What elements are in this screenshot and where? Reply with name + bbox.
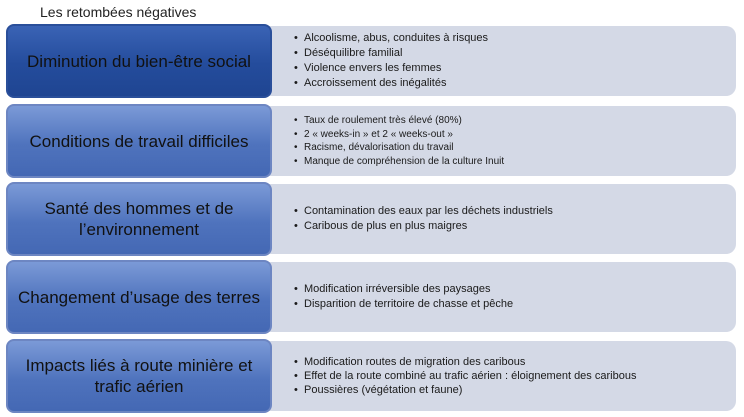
category-box: Santé des hommes et de l’environnement [6,182,272,256]
impact-row-health [0,182,744,256]
detail-panel [250,262,736,332]
bullet-item: • Contamination des eaux par les déchets industriels [294,204,553,219]
category-box: Diminution du bien-être social [6,24,272,98]
bullet-item: • Disparition de territoire de chasse et pêche [294,297,513,312]
bullet-list [294,204,553,234]
bullet-item: • Modification irréversible des paysages [294,282,513,297]
bullet-item: • Poussières (végétation et faune) [294,383,636,397]
category-box: Conditions de travail difficiles [6,104,272,178]
bullet-item: • Manque de compréhension de la culture Inuit [294,155,504,169]
bullet-list [294,31,488,91]
bullet-list [294,114,504,168]
bullet-item: • Effet de la route combiné au trafic aérien : éloignement des caribous [294,369,636,383]
detail-panel [250,26,736,96]
bullet-list [294,355,636,397]
bullet-item: • Déséquilibre familial [294,46,488,61]
bullet-item: • Taux de roulement très élevé (80%) [294,114,504,128]
detail-panel [250,106,736,176]
impact-row-road-air [0,339,744,413]
bullet-item: • Alcoolisme, abus, conduites à risques [294,31,488,46]
bullet-item: • Violence envers les femmes [294,61,488,76]
impact-row-social [0,24,744,98]
detail-panel [250,341,736,411]
bullet-item: • Accroissement des inégalités [294,76,488,91]
bullet-list [294,282,513,312]
impact-row-land-use [0,260,744,334]
category-box: Changement d’usage des terres [6,260,272,334]
bullet-item: • 2 « weeks-in » et 2 « weeks-out » [294,128,504,142]
bullet-item: • Caribous de plus en plus maigres [294,219,553,234]
diagram-title: Les retombées négatives [40,4,197,20]
impact-row-work [0,104,744,178]
bullet-item: • Racisme, dévalorisation du travail [294,141,504,155]
bullet-item: • Modification routes de migration des caribous [294,355,636,369]
detail-panel [250,184,736,254]
category-box: Impacts liés à route minière et trafic aérien [6,339,272,413]
